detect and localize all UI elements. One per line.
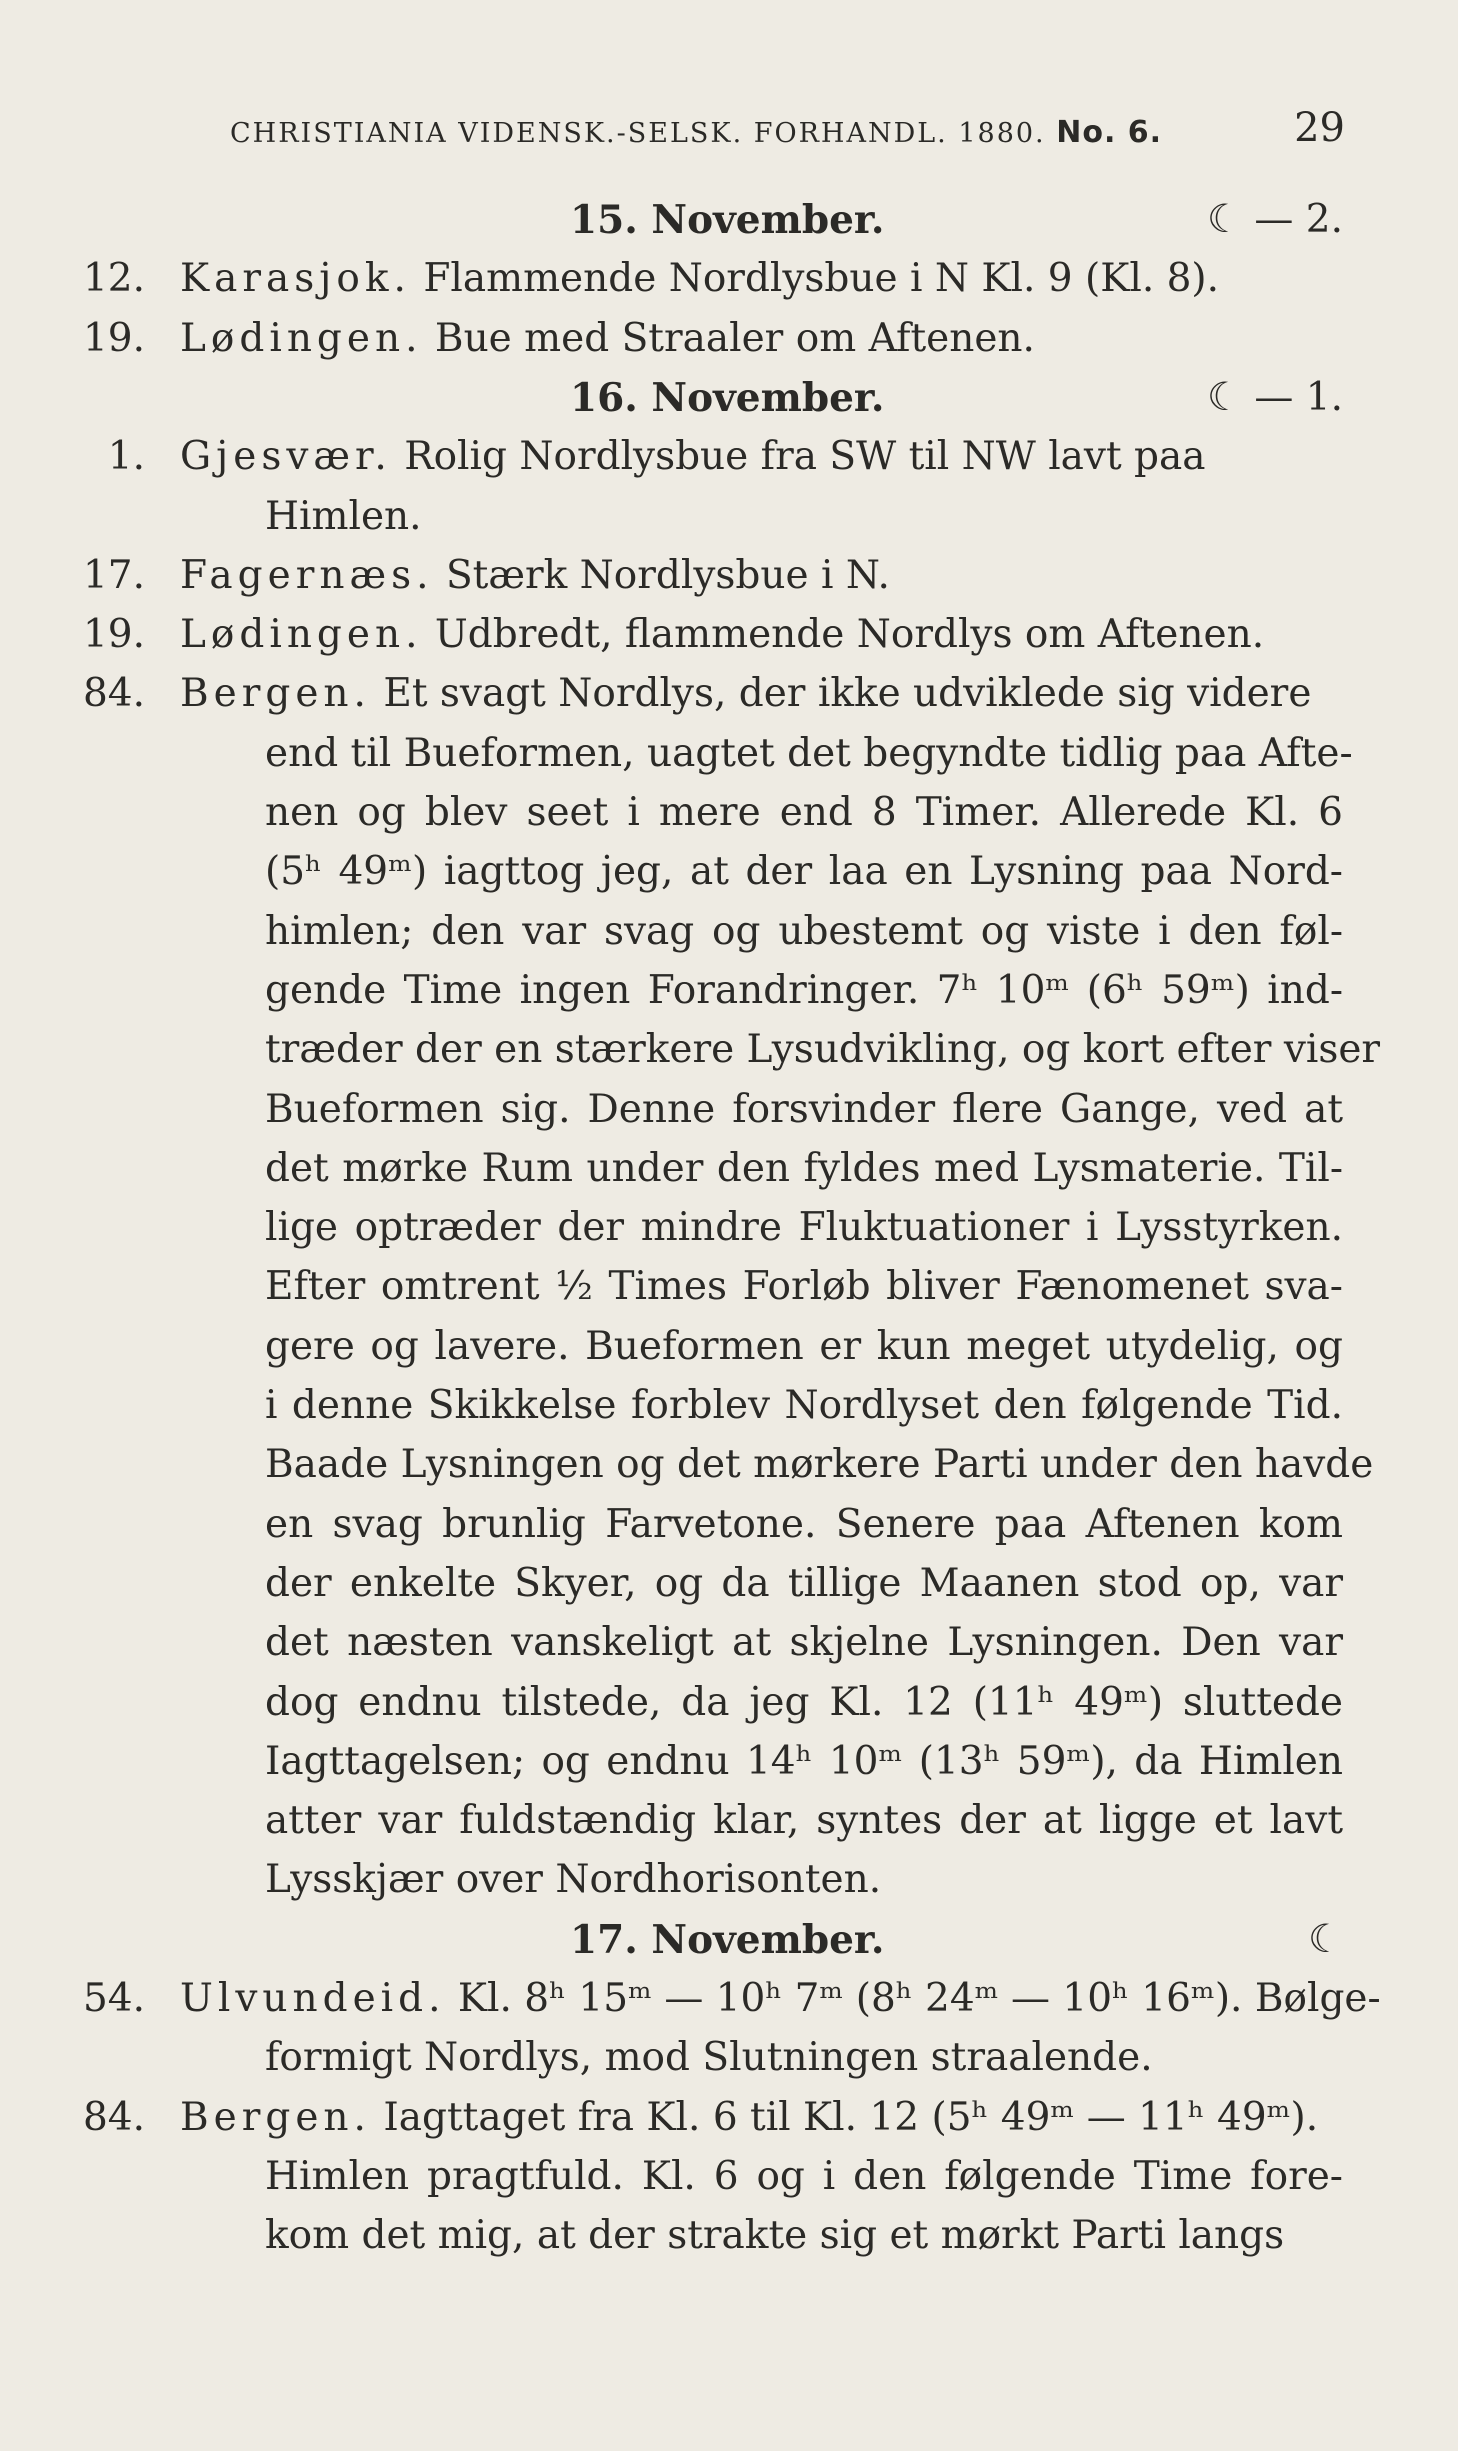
continuation-text: gende Time ingen Forandringer. 7ʰ 10ᵐ (6ʰ 59ᵐ) ind- [265,967,1343,1013]
entry-first-line [180,607,1264,663]
continuation-text: kom det mig, at der strakte sig et mørkt Parti langs [265,2213,1285,2259]
page-header [230,105,1345,155]
entry-continuation-line [0,1082,1458,1138]
station-number: 84. [82,2094,145,2140]
entry-text: Kl. 8ʰ 15ᵐ — 10ʰ 7ᵐ (8ʰ 24ᵐ — 10ʰ 16ᵐ). Bølge- [457,1976,1381,2021]
entry-continuation-line [0,1141,1458,1197]
continuation-text: formigt Nordlys, mod Slutningen straalende. [265,2035,1153,2081]
entry-continuation-line [0,844,1458,900]
entry-continuation-line [0,1022,1458,1078]
entry-continuation-line [0,1497,1458,1553]
station-name: Karasjok. [180,256,411,302]
continuation-text: gere og lavere. Bueformen er kun meget utydelig, og [265,1323,1343,1369]
entry-text: Bue med Straaler om Aftenen. [434,315,1035,361]
continuation-text: det næsten vanskeligt at skjelne Lysningen. Den var [265,1620,1343,1666]
station-number: 19. [82,315,145,361]
entry-text: Stærk Nordlysbue i N. [445,552,890,598]
continuation-text: Bueformen sig. Denne forsvinder flere Gange, ved at [265,1086,1343,1132]
entry-continuation-line [0,2030,1458,2086]
station-name: Lødingen. [180,612,423,658]
continuation-text: (5ʰ 49ᵐ) iagttog jeg, at der laa en Lysning paa Nord- [265,849,1343,895]
moon-phase-note: ☾ [1308,1916,1343,1962]
issue-number: No. 6. [1056,115,1163,150]
continuation-text: der enkelte Skyer, og da tillige Maanen stod op, var [265,1560,1343,1606]
station-number: 84. [82,671,145,717]
date-heading-line [0,192,1458,248]
station-number: 17. [82,552,145,598]
entry-continuation-line [0,1378,1458,1434]
moon-phase-note: ☾ — 2. [1207,197,1343,242]
date-heading-line [0,1912,1458,1968]
entry-continuation-line [0,2149,1458,2205]
entry-text: Rolig Nordlysbue fra SW til NW lavt paa [404,434,1206,480]
continuation-text: nen og blev seet i mere end 8 Timer. Allerede Kl. 6 [265,790,1343,835]
continuation-text: atter var fuldstændig klar, syntes der at ligge et lavt [265,1798,1343,1844]
continuation-text: Iagttagelsen; og endnu 14ʰ 10ᵐ (13ʰ 59ᵐ), da Himlen [265,1738,1343,1784]
station-name: Lødingen. [180,315,423,361]
entry-continuation-line [0,963,1458,1019]
entry-first-line [180,251,1219,307]
observation-entry [0,548,1458,604]
page-number: 29 [1294,105,1345,151]
entry-continuation-line [0,1734,1458,1790]
entry-text: Et svagt Nordlys, der ikke udviklede sig videre [383,671,1312,717]
entry-first-line [180,429,1206,485]
station-number: 19. [82,612,145,658]
entry-text: Udbredt, flammende Nordlys om Aftenen. [434,612,1265,658]
entry-first-line [180,2090,1318,2146]
date-heading: 15. November. [570,197,885,243]
entry-continuation-line [0,489,1458,545]
station-name: Bergen. [180,671,371,717]
continuation-text: Himlen pragtfuld. Kl. 6 og i den følgende Time fore- [265,2153,1343,2199]
observation-entry [0,607,1458,663]
continuation-text: end til Bueformen, uagtet det begyndte tidlig paa Afte- [265,730,1353,776]
continuation-text: Lysskjær over Nordhorisonten. [265,1857,882,1903]
station-name: Gjesvær. [180,434,392,480]
continuation-text: en svag brunlig Farvetone. Senere paa Aftenen kom [265,1501,1343,1547]
continuation-text: i denne Skikkelse forblev Nordlyset den følgende Tid. [265,1383,1343,1428]
entry-continuation-line [0,1615,1458,1671]
station-number: 54. [82,1976,145,2021]
entry-continuation-line [0,726,1458,782]
station-name: Bergen. [180,2094,371,2140]
observation-entry [0,429,1458,485]
observation-entry [0,666,1458,722]
station-number: 12. [82,256,145,302]
entry-continuation-line [0,1556,1458,1612]
date-heading-line [0,370,1458,426]
entry-text: Flammende Nordlysbue i N Kl. 9 (Kl. 8). [423,256,1220,302]
continuation-text: det mørke Rum under den fyldes med Lysmaterie. Til- [265,1145,1343,1191]
continuation-text: Baade Lysningen og det mørkere Parti under den havde [265,1442,1374,1488]
entry-first-line [180,666,1311,722]
observation-entry [0,1971,1458,2027]
entry-continuation-line [0,904,1458,960]
entry-continuation-line [0,1852,1458,1908]
entry-first-line [180,548,890,604]
running-title [230,115,1162,150]
station-number: 1. [107,434,145,480]
running-title-text: CHRISTIANIA VIDENSK.-SELSK. FORHANDL. 1880. [230,118,1046,149]
date-heading: 17. November. [570,1916,885,1963]
entry-first-line [180,311,1035,367]
continuation-text: himlen; den var svag og ubestemt og viste i den føl- [265,908,1343,954]
entry-continuation-line [0,1259,1458,1315]
observation-entry [0,2090,1458,2146]
moon-phase-note: ☾ — 1. [1207,374,1343,420]
entry-first-line [180,1971,1381,2027]
continuation-text: lige optræder der mindre Fluktuationer i Lysstyrken. [265,1205,1343,1251]
entry-continuation-line [0,2208,1458,2264]
continuation-text: dog endnu tilstede, da jeg Kl. 12 (11ʰ 49ᵐ) sluttede [265,1679,1343,1725]
date-heading: 16. November. [570,374,885,421]
entry-continuation-line [0,1793,1458,1849]
entry-text: Iagttaget fra Kl. 6 til Kl. 12 (5ʰ 49ᵐ — 11ʰ 49ᵐ). [383,2094,1319,2140]
entry-continuation-line [0,785,1458,841]
entry-continuation-line [0,1319,1458,1375]
entry-continuation-line [0,1675,1458,1731]
continuation-text: træder der en stærkere Lysudvikling, og kort efter viser [265,1027,1381,1073]
station-name: Ulvundeid. [180,1976,446,2021]
station-name: Fagernæs. [180,552,434,598]
entry-continuation-line [0,1200,1458,1256]
observation-entry [0,251,1458,307]
observation-entry [0,311,1458,367]
continuation-text: Himlen. [265,493,422,539]
continuation-text: Efter omtrent ½ Times Forløb bliver Fænomenet sva- [265,1264,1343,1310]
entry-continuation-line [0,1437,1458,1493]
